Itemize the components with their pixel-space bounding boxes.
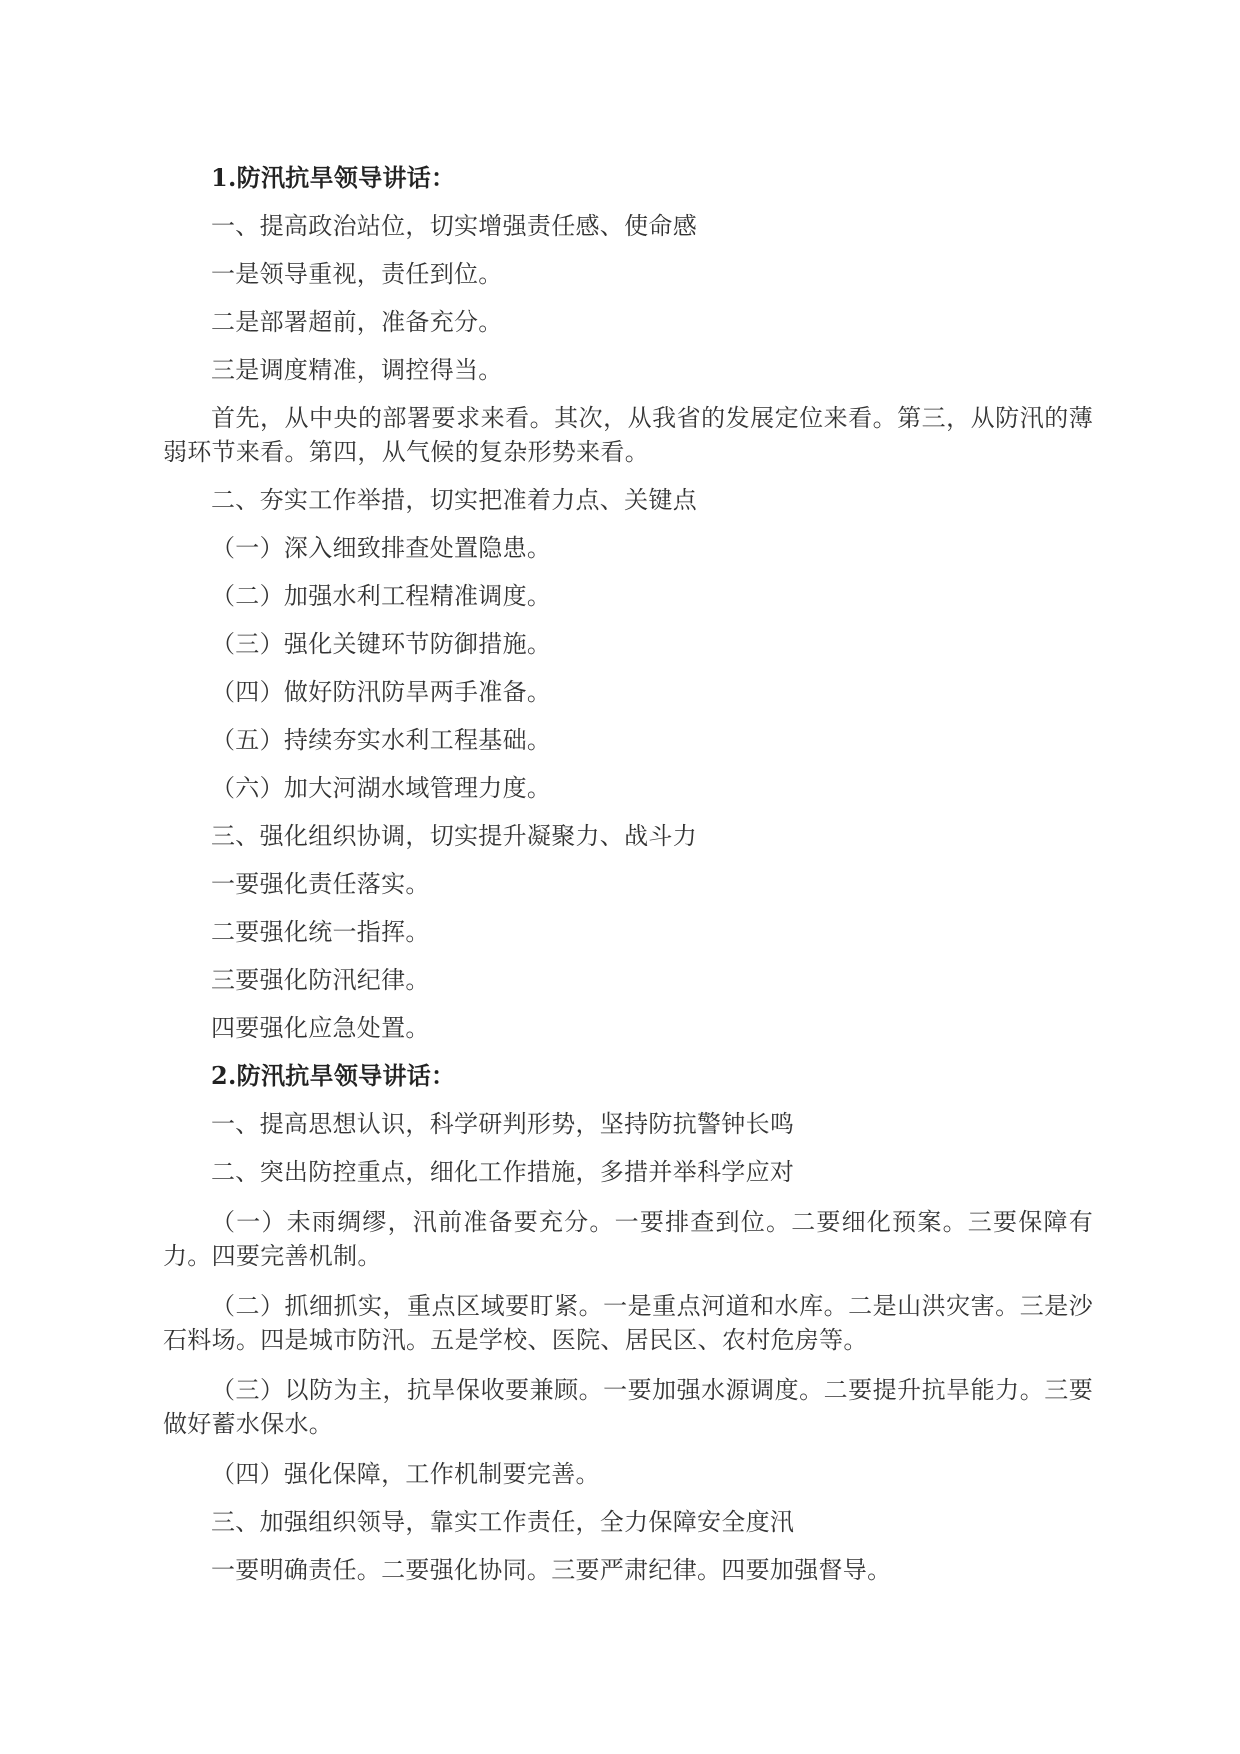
section-1-paragraph: （六）加大河湖水域管理力度。 (211, 774, 552, 802)
section-2-paragraph: 二、突出防控重点，细化工作措施，多措并举科学应对 (211, 1158, 795, 1186)
section-1-paragraph: 二要强化统一指挥。 (211, 918, 430, 946)
section-1-paragraph: 四要强化应急处置。 (211, 1014, 430, 1042)
section-1-paragraph: 一、提高政治站位，切实增强责任感、使命感 (211, 212, 697, 240)
section-2-paragraph: （三）以防为主，抗旱保收要兼顾。一要加强水源调度。二要提升抗旱能力。三要做好蓄水保水。 (163, 1376, 1093, 1438)
section-1-paragraph: （二）加强水利工程精准调度。 (211, 582, 552, 610)
document-body (163, 161, 1093, 1587)
section-1-paragraph: （一）深入细致排查处置隐患。 (211, 534, 552, 562)
section-1-paragraph: （五）持续夯实水利工程基础。 (211, 726, 552, 754)
section-2-paragraph: （四）强化保障，工作机制要完善。 (211, 1460, 600, 1488)
section-1-heading: 1.防汛抗旱领导讲话： (211, 163, 456, 192)
section-2-heading: 2.防汛抗旱领导讲话： (211, 1061, 456, 1090)
section-2-paragraph: （一）未雨绸缪，汛前准备要充分。一要排查到位。二要细化预案。三要保障有力。四要完善机制。 (163, 1208, 1093, 1270)
section-1-paragraph: （三）强化关键环节防御措施。 (211, 630, 552, 658)
section-1-paragraph: 一是领导重视，责任到位。 (211, 260, 503, 288)
section-1-paragraph: 三要强化防汛纪律。 (211, 966, 430, 994)
section-2-paragraph: 一、提高思想认识，科学研判形势，坚持防抗警钟长鸣 (211, 1110, 795, 1138)
section-1-paragraph: 三是调度精准，调控得当。 (211, 356, 503, 384)
section-2-paragraph: 三、加强组织领导，靠实工作责任，全力保障安全度汛 (211, 1508, 795, 1536)
section-2-paragraph: 一要明确责任。二要强化协同。三要严肃纪律。四要加强督导。 (211, 1556, 892, 1584)
section-1-paragraph: 首先，从中央的部署要求来看。其次，从我省的发展定位来看。第三，从防汛的薄弱环节来看。第四，从气候的复杂形势来看。 (163, 404, 1093, 466)
section-1-paragraph: 三、强化组织协调，切实提升凝聚力、战斗力 (211, 822, 697, 850)
section-1-paragraph: 二是部署超前，准备充分。 (211, 308, 503, 336)
section-1-paragraph: 二、夯实工作举措，切实把准着力点、关键点 (211, 486, 697, 514)
section-2-paragraph: （二）抓细抓实，重点区域要盯紧。一是重点河道和水库。二是山洪灾害。三是沙石料场。四是城市防汛。五是学校、医院、居民区、农村危房等。 (163, 1292, 1093, 1354)
section-1-paragraph: （四）做好防汛防旱两手准备。 (211, 678, 552, 706)
section-1-paragraph: 一要强化责任落实。 (211, 870, 430, 898)
